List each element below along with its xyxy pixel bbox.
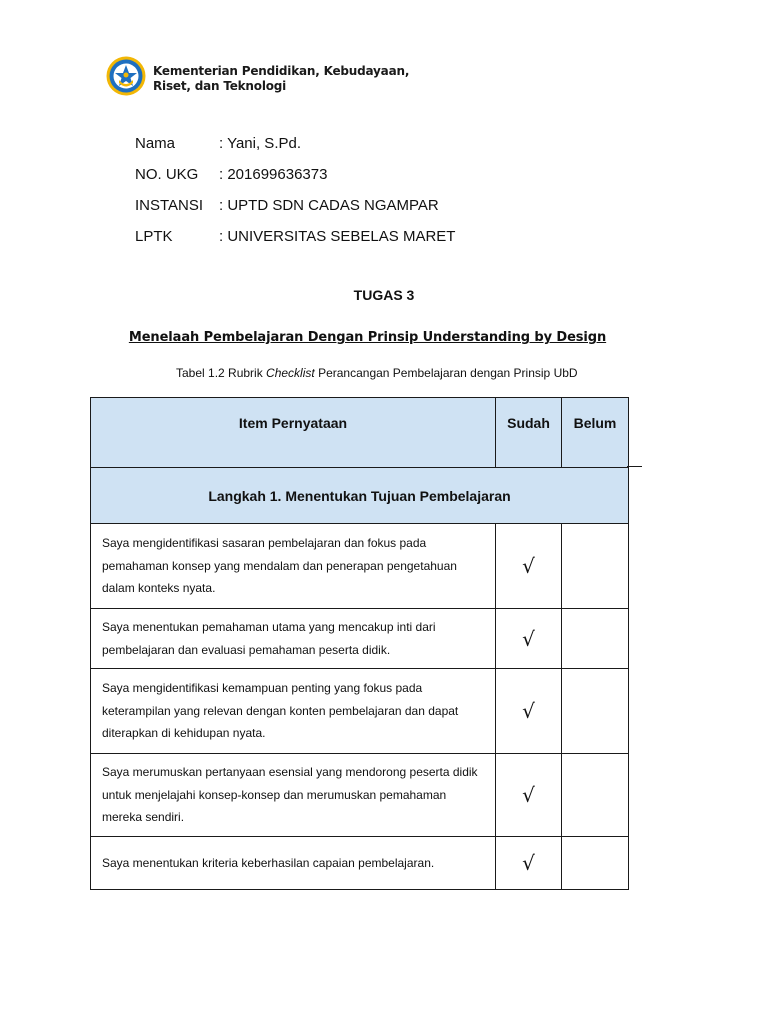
- belum-check-cell: [562, 754, 629, 837]
- belum-check-cell: [562, 524, 629, 609]
- rubric-table: [90, 397, 629, 890]
- column-header-belum: Belum: [562, 398, 629, 468]
- table-row: [91, 754, 629, 837]
- task-title: TUGAS 3: [353, 287, 415, 303]
- identity-label: LPTK: [135, 228, 173, 245]
- belum-check-cell: [562, 609, 629, 669]
- column-header-item: Item Pernyataan: [91, 398, 496, 468]
- identity-value: : UPTD SDN CADAS NGAMPAR: [219, 197, 439, 214]
- item-statement: Saya mengidentifikasi kemampuan penting yang fokus pada keterampilan yang relevan dengan konten pembelajaran dan dapat diterapkan di kehidupan nyata.: [91, 669, 496, 754]
- table-row: [91, 837, 629, 890]
- column-header-sudah: Sudah: [496, 398, 562, 468]
- document-subtitle: Menelaah Pembelajaran Dengan Prinsip Understanding by Design: [128, 330, 607, 345]
- item-statement: Saya menentukan pemahaman utama yang mencakup inti dari pembelajaran dan evaluasi pemahaman peserta didik.: [91, 609, 496, 669]
- ministry-line-2: Riset, dan Teknologi: [153, 79, 287, 93]
- identity-value: : Yani, S.Pd.: [219, 135, 301, 152]
- identity-label: INSTANSI: [135, 197, 204, 214]
- table-caption: [176, 366, 578, 380]
- identity-value: : 201699636373: [219, 166, 328, 183]
- belum-check-cell: [562, 837, 629, 890]
- identity-label: Nama: [135, 135, 176, 152]
- tut-wuri-handayani-logo-icon: [106, 56, 146, 96]
- sudah-check-cell: √: [496, 754, 562, 837]
- item-statement: Saya menentukan kriteria keberhasilan capaian pembelajaran.: [91, 837, 496, 890]
- step-label: Langkah 1. Menentukan Tujuan Pembelajaran: [91, 468, 629, 524]
- table-row: [91, 669, 629, 754]
- header-border-extension: [627, 466, 642, 467]
- identity-label: NO. UKG: [135, 166, 199, 183]
- sudah-check-cell: √: [496, 837, 562, 890]
- ministry-line-1: Kementerian Pendidikan, Kebudayaan,: [153, 64, 410, 78]
- identity-value: : UNIVERSITAS SEBELAS MARET: [219, 228, 456, 245]
- caption-prefix: Tabel 1.2 Rubrik: [176, 366, 267, 380]
- item-statement: Saya mengidentifikasi sasaran pembelajaran dan fokus pada pemahaman konsep yang mendalam dan penerapan pengetahuan dalam konteks nyata.: [91, 524, 496, 609]
- step-row: [91, 468, 629, 524]
- sudah-check-cell: √: [496, 609, 562, 669]
- sudah-check-cell: √: [496, 524, 562, 609]
- table-row: [91, 524, 629, 609]
- caption-italic: Checklist: [266, 366, 315, 380]
- table-header-row: [91, 398, 629, 468]
- belum-check-cell: [562, 669, 629, 754]
- table-row: [91, 609, 629, 669]
- sudah-check-cell: √: [496, 669, 562, 754]
- caption-suffix: Perancangan Pembelajaran dengan Prinsip UbD: [314, 366, 578, 380]
- ministry-name: [153, 64, 409, 94]
- item-statement: Saya merumuskan pertanyaan esensial yang mendorong peserta didik untuk menjelajahi konsep-konsep dan merumuskan pemahaman mereka sendiri.: [91, 754, 496, 837]
